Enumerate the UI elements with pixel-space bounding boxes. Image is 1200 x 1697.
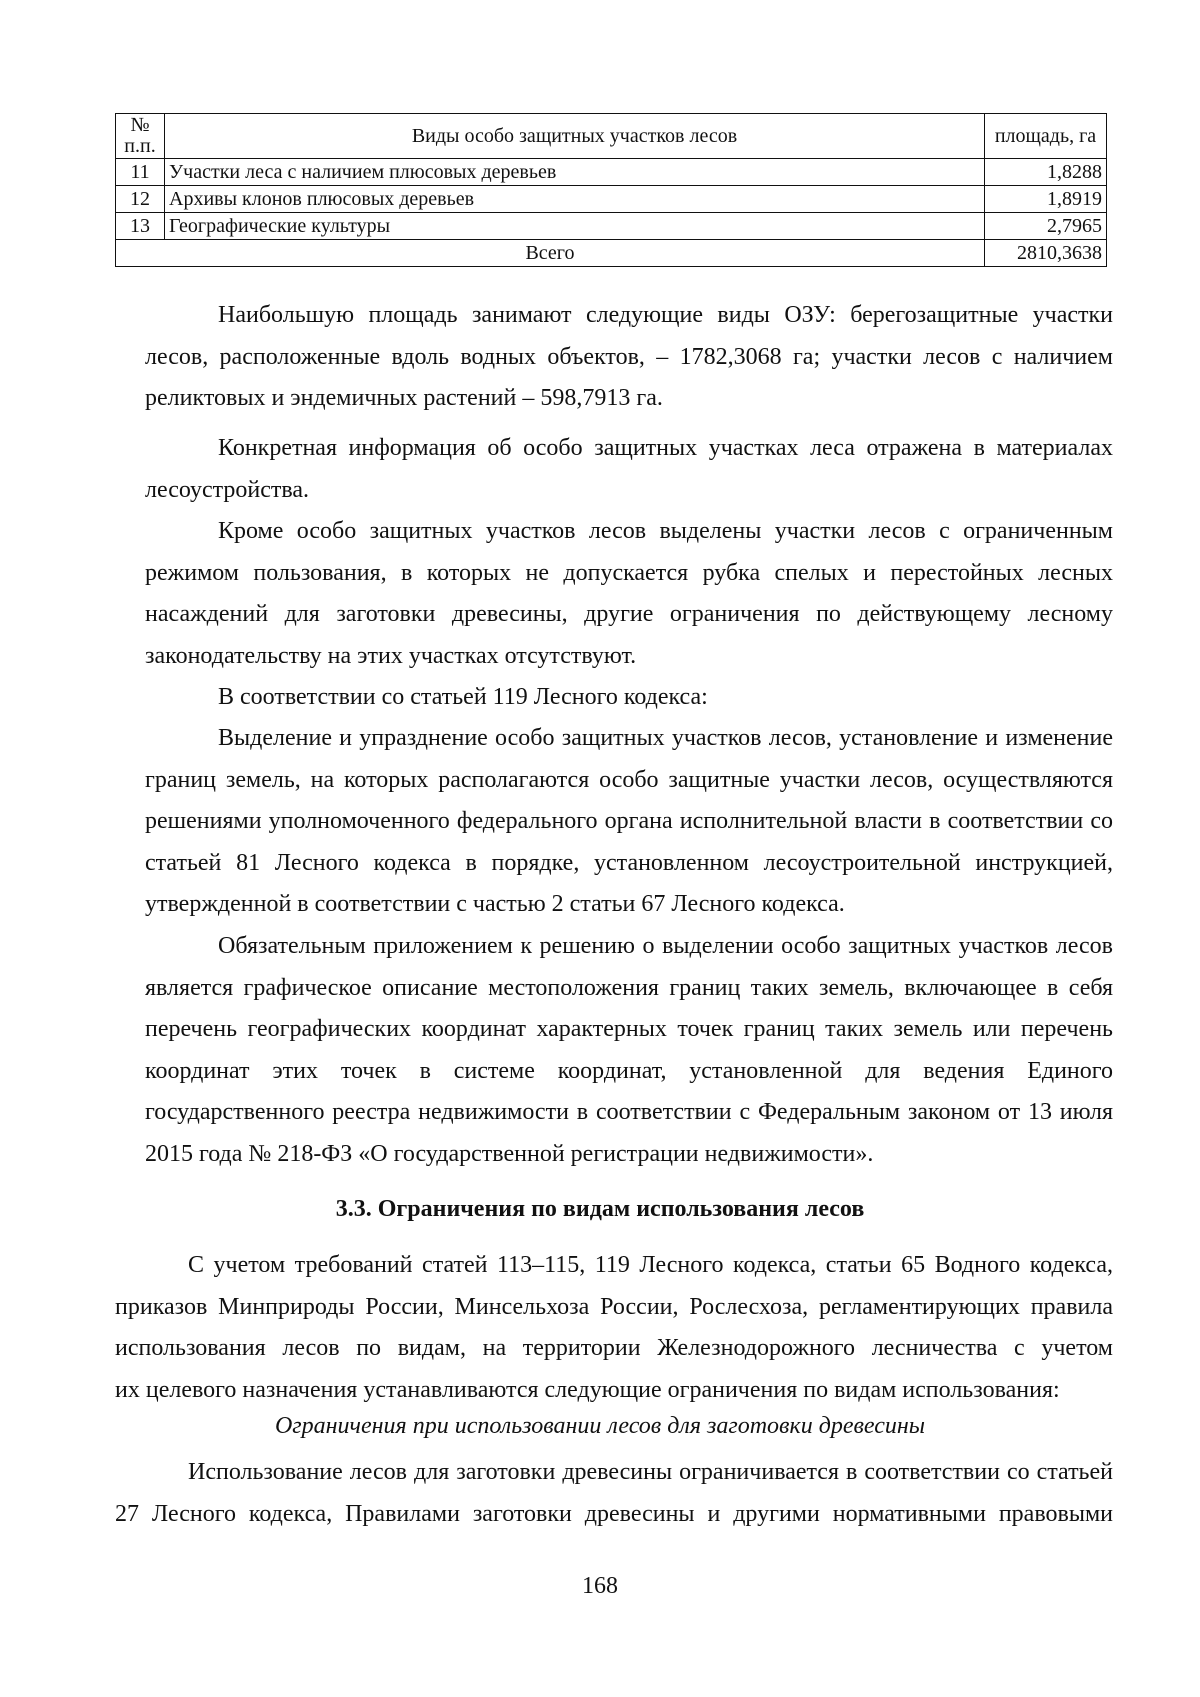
text-line: их целевого назначения устанавливаются следующие ограничения по видам использования: [115, 1376, 1060, 1403]
page-number: 168 [582, 1573, 618, 1599]
text-line: приказов Минприроды России, Минсельхоза России, Рослесхоза, регламентирующих правила [115, 1293, 1113, 1320]
text-line: 2015 года № 218-ФЗ «О государственной регистрации недвижимости». [145, 1140, 874, 1167]
text-line: решениями уполномоченного федерального органа исполнительной власти в соответствии со [145, 808, 1113, 835]
table-total-row [116, 240, 1107, 267]
subsection-heading: Ограничения при использовании лесов для заготовки древесины [274, 1413, 926, 1439]
row-num: 12 [116, 186, 165, 213]
paragraph-4 [145, 677, 1113, 719]
row-num: 11 [116, 159, 165, 186]
paragraph-6 [145, 926, 1113, 1176]
table-row [116, 186, 1107, 213]
header-num: № п.п. [116, 114, 165, 159]
header-area: площадь, га [985, 114, 1107, 159]
text-line: использования лесов по видам, на территории Железнодорожного лесничества с учетом [115, 1335, 1113, 1362]
areas-table [115, 113, 1107, 267]
total-area: 2810,3638 [985, 240, 1107, 267]
text-line: границ земель, на которых располагаются особо защитные участки лесов, осуществляются [145, 766, 1113, 793]
paragraph-1 [145, 295, 1113, 420]
text-line: утвержденной в соответствии с частью 2 статьи 67 Лесного кодекса. [145, 891, 845, 918]
text-line: Наибольшую площадь занимают следующие виды ОЗУ: берегозащитные участки [218, 302, 1113, 328]
text-line: статьей 81 Лесного кодекса в порядке, установленном лесоустроительной инструкцией, [145, 849, 1113, 876]
text-line: координат этих точек в системе координат, установленной для ведения Единого [145, 1057, 1113, 1084]
paragraph-5 [145, 718, 1113, 926]
text-line: Конкретная информация об особо защитных участках леса отражена в материалах [218, 435, 1113, 461]
text-line: является графическое описание местоположения границ таких земель, включающее в себя [145, 974, 1113, 1001]
text-line: реликтовых и эндемичных растений – 598,7913 га. [145, 385, 663, 412]
text-line: лесоустройства. [145, 476, 310, 503]
paragraph-3 [145, 511, 1113, 677]
text-line: С учетом требований статей 113–115, 119 Лесного кодекса, статьи 65 Водного кодекса, [188, 1252, 1113, 1278]
text-line: перечень географических координат характерных точек границ таких земель или перечень [145, 1016, 1113, 1043]
text-line: 27 Лесного кодекса, Правилами заготовки древесины и другими нормативными правовыми [115, 1500, 1113, 1527]
row-area: 1,8288 [985, 159, 1107, 186]
header-name: Виды особо защитных участков лесов [165, 114, 985, 159]
paragraph-8 [115, 1452, 1113, 1535]
row-area: 2,7965 [985, 213, 1107, 240]
row-name: Географические культуры [165, 213, 985, 240]
table-row [116, 159, 1107, 186]
text-line: Обязательным приложением к решению о выделении особо защитных участков лесов [218, 933, 1113, 959]
total-label: Всего [116, 240, 985, 267]
row-area: 1,8919 [985, 186, 1107, 213]
text-line: режимом пользования, в которых не допускается рубка спелых и перестойных лесных [145, 559, 1113, 586]
table-row [116, 213, 1107, 240]
text-line: насаждений для заготовки древесины, другие ограничения по действующему лесному [145, 601, 1113, 628]
text-line: Использование лесов для заготовки древесины ограничивается в соответствии со статьей [188, 1459, 1113, 1485]
text-line: Выделение и упразднение особо защитных участков лесов, установление и изменение [218, 725, 1113, 751]
table-header-row [116, 114, 1107, 159]
text-line: Кроме особо защитных участков лесов выделены участки лесов с ограниченным [218, 518, 1113, 544]
paragraph-2 [145, 428, 1113, 511]
text-line: В соответствии со статьей 119 Лесного кодекса: [218, 684, 708, 710]
text-line: лесов, расположенные вдоль водных объектов, – 1782,3068 га; участки лесов с наличием [145, 343, 1113, 370]
paragraph-7 [115, 1245, 1113, 1411]
text-line: законодательству на этих участках отсутствуют. [145, 642, 637, 669]
row-num: 13 [116, 213, 165, 240]
text-line: государственного реестра недвижимости в соответствии с Федеральным законом от 13 июля [145, 1099, 1113, 1126]
row-name: Архивы клонов плюсовых деревьев [165, 186, 985, 213]
section-heading: 3.3. Ограничения по видам использования лесов [335, 1196, 865, 1222]
row-name: Участки леса с наличием плюсовых деревьев [165, 159, 985, 186]
